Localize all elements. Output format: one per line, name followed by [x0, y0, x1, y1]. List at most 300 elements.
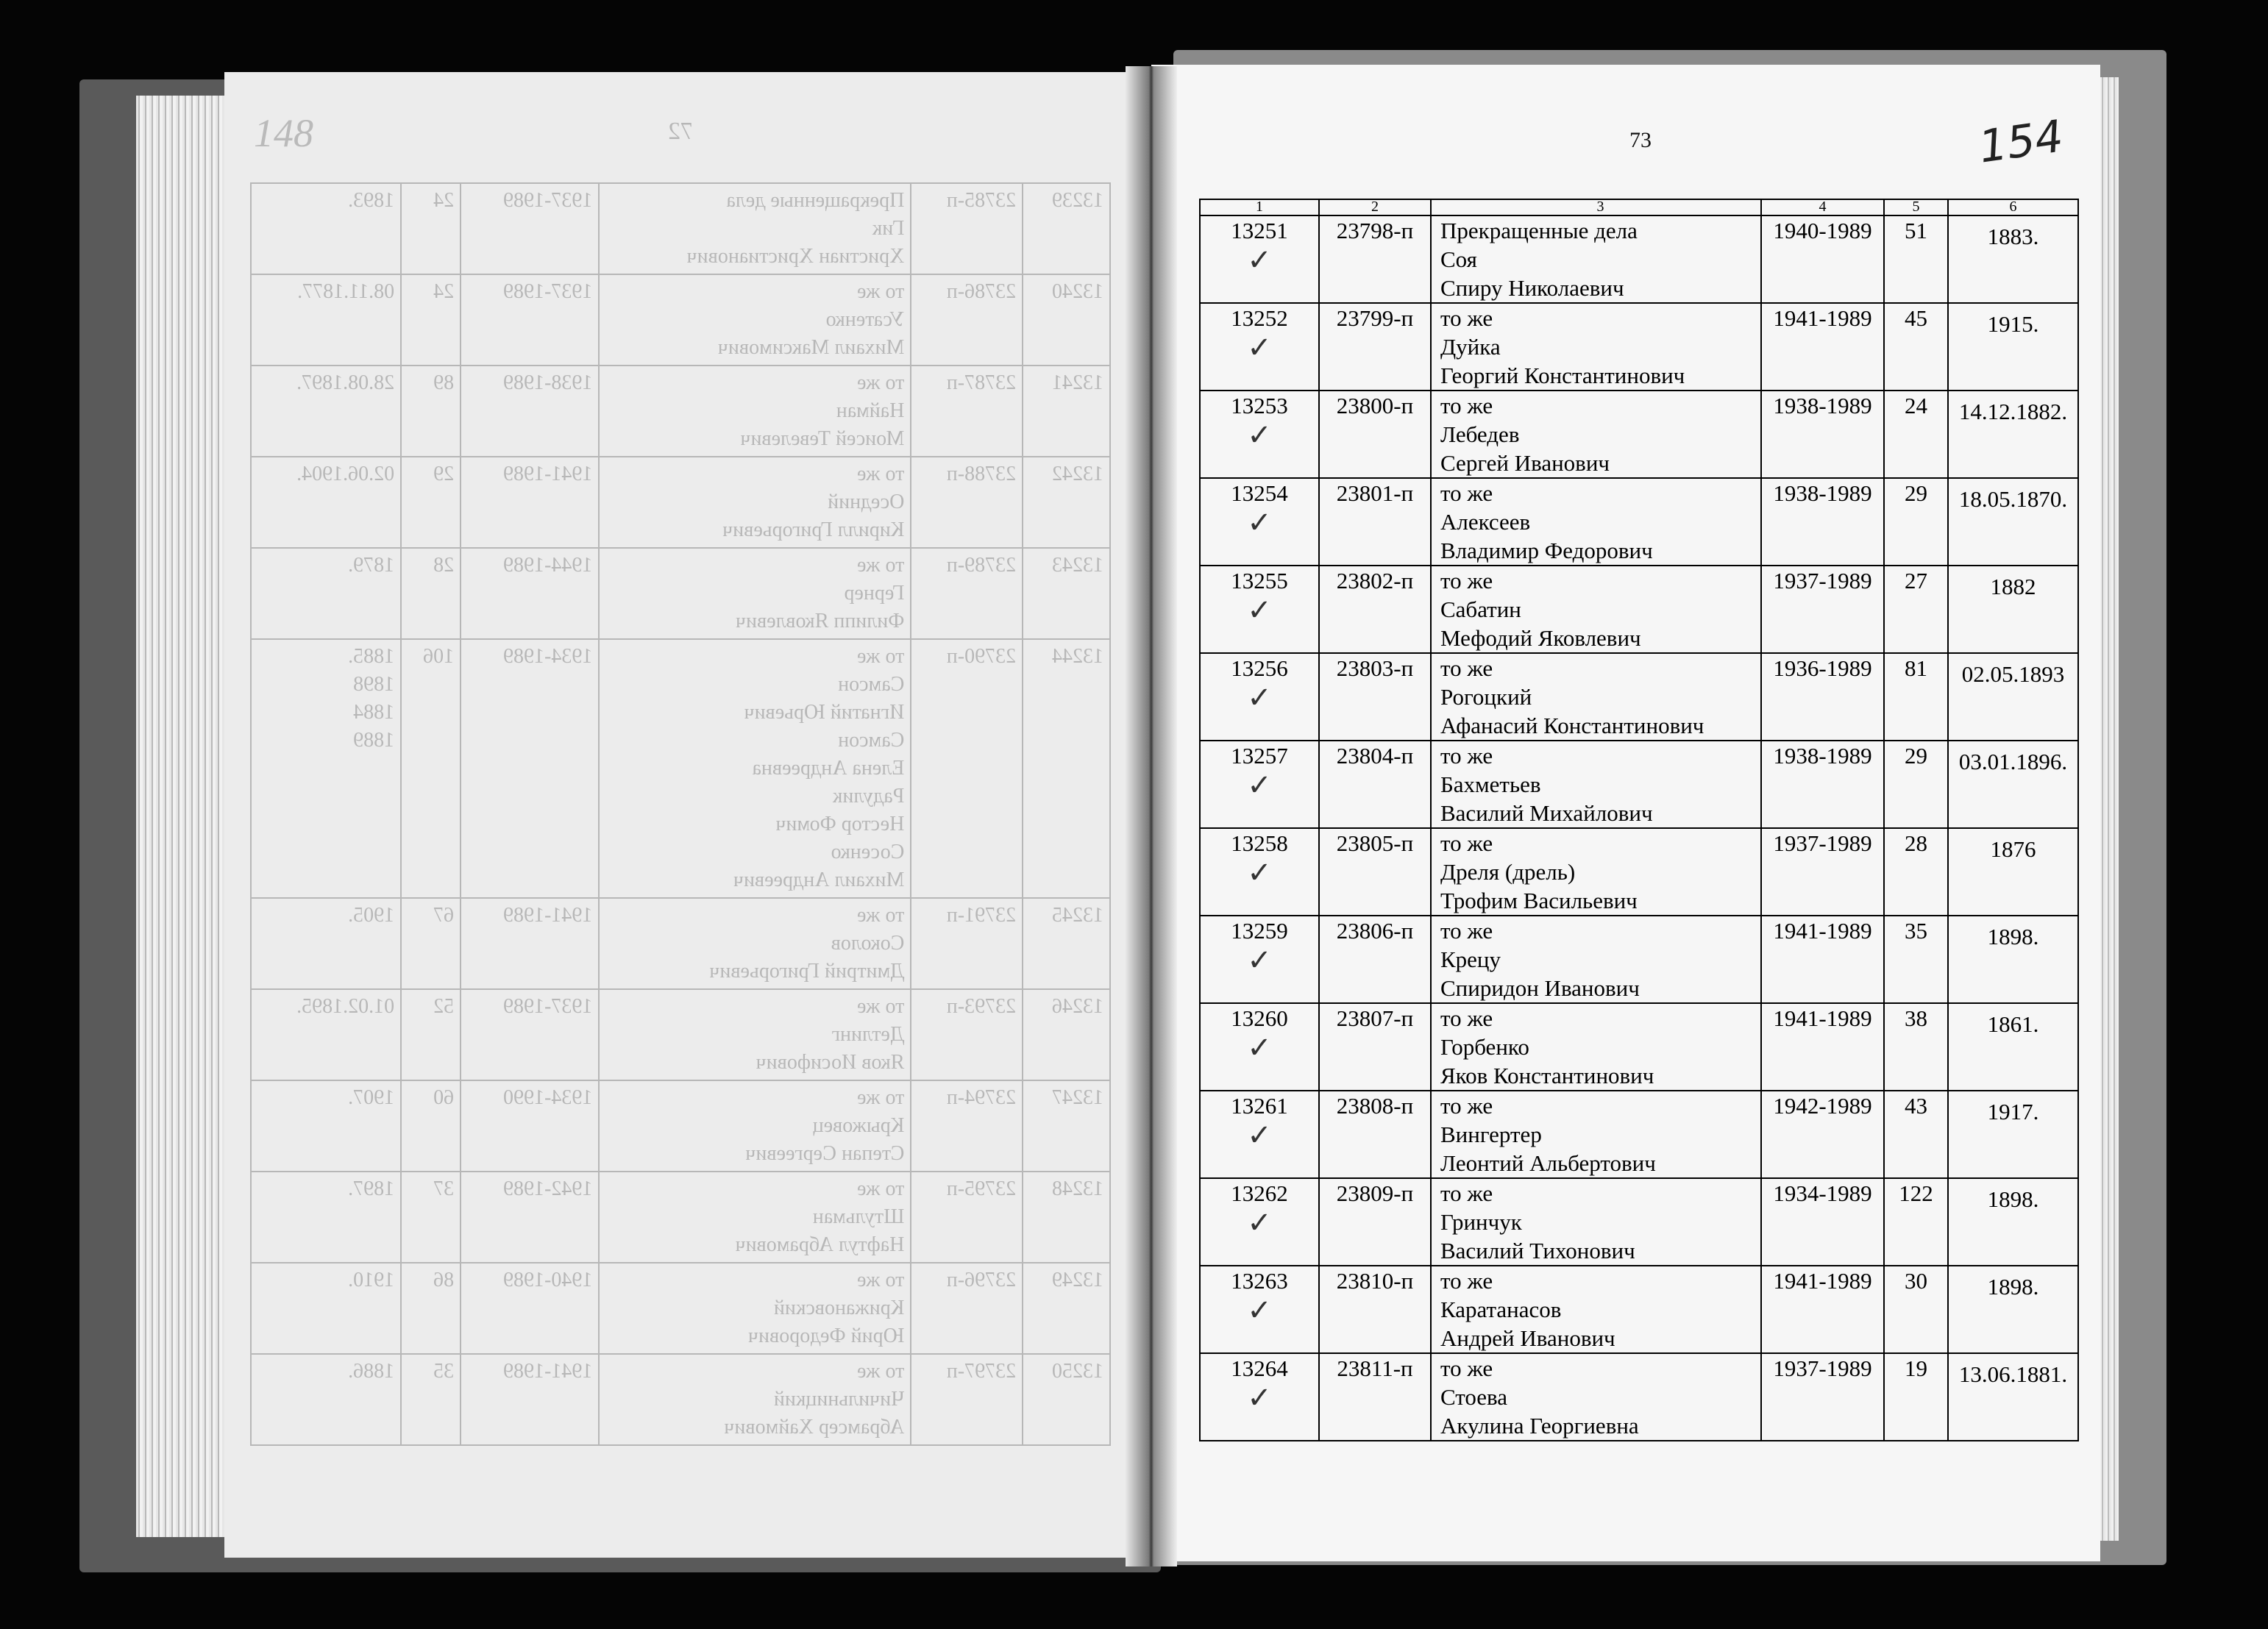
record-number: 13241 — [1023, 366, 1110, 457]
description-line: то же — [857, 995, 905, 1018]
case-description — [599, 548, 911, 639]
birth-date-value: 1905. — [348, 904, 395, 927]
description-line: Леонтий Альбертович — [1440, 1150, 1656, 1176]
years-cell: 1936-1989 — [1761, 653, 1884, 741]
sheets-cell: 27 — [1884, 566, 1948, 653]
birth-date — [251, 1080, 401, 1172]
description-line: Михаил Максимович — [717, 336, 905, 359]
check-mark-icon: ✓ — [1247, 506, 1272, 540]
birth-date-cell — [1948, 391, 2078, 478]
birth-date: 1876 — [1990, 836, 2036, 862]
record-number-cell — [1200, 916, 1319, 1003]
birth-date-cell — [1948, 1003, 2078, 1091]
mirrored-table-row — [251, 898, 1110, 989]
description-line: Игнатий Юрьевич — [744, 701, 905, 724]
archive-code: 23790-п — [911, 639, 1023, 898]
case-description-cell — [1431, 566, 1761, 653]
description-line: Крижановский — [773, 1297, 905, 1319]
birth-date-value: 1893. — [348, 189, 395, 212]
archive-code-cell: 23798-п — [1319, 215, 1431, 303]
sheets: 60 — [401, 1080, 461, 1172]
birth-date — [251, 274, 401, 366]
case-description-cell — [1431, 741, 1761, 828]
description-line: то же — [1440, 918, 1493, 944]
record-number-cell — [1200, 1266, 1319, 1353]
sheets-cell: 43 — [1884, 1091, 1948, 1178]
table-row — [1200, 1353, 2078, 1441]
description-line: то же — [857, 1360, 905, 1383]
archive-code: 23789-п — [911, 548, 1023, 639]
case-description-cell — [1431, 478, 1761, 566]
record-number: 13254 — [1231, 480, 1288, 506]
sheets-cell: 35 — [1884, 916, 1948, 1003]
record-number-cell — [1200, 741, 1319, 828]
mirrored-table-row — [251, 639, 1110, 898]
description-line: Вингертер — [1440, 1122, 1542, 1147]
description-line: Филипп Яковлевич — [735, 610, 905, 632]
description-line: то же — [857, 1177, 905, 1200]
description-line: Горбенко — [1440, 1034, 1529, 1060]
description-line: Дуйка — [1440, 334, 1501, 360]
record-number: 13253 — [1231, 393, 1288, 418]
years-cell: 1941-1989 — [1761, 303, 1884, 391]
case-description-cell — [1431, 1091, 1761, 1178]
years-cell: 1938-1989 — [1761, 391, 1884, 478]
birth-date: 18.05.1870. — [1958, 486, 2068, 512]
mirrored-table-row — [251, 366, 1110, 457]
record-number: 13249 — [1023, 1263, 1110, 1354]
birth-date — [251, 366, 401, 457]
description-line: Оседний — [828, 491, 905, 513]
column-number-row — [1200, 199, 2078, 215]
years: 1937-1989 — [461, 989, 599, 1080]
description-line: Гринчук — [1440, 1209, 1522, 1235]
case-description-cell — [1431, 916, 1761, 1003]
description-line: Елена Андреевна — [752, 757, 905, 780]
mirrored-table-row — [251, 1263, 1110, 1354]
case-description — [599, 457, 911, 548]
birth-date-cell — [1948, 1091, 2078, 1178]
column-header-2: 2 — [1319, 199, 1431, 215]
description-line: Самсон — [838, 729, 905, 752]
case-description-cell — [1431, 1266, 1761, 1353]
birth-date-value: 1897. — [348, 1177, 395, 1200]
description-line: Степан Сергеевич — [745, 1142, 905, 1165]
years-cell: 1941-1989 — [1761, 916, 1884, 1003]
check-mark-icon: ✓ — [1247, 418, 1272, 452]
case-description-cell — [1431, 391, 1761, 478]
years-cell: 1941-1989 — [1761, 1003, 1884, 1091]
description-line: Найман — [836, 399, 905, 422]
archive-code: 23788-п — [911, 457, 1023, 548]
archive-code-cell: 23808-п — [1319, 1091, 1431, 1178]
years-cell: 1937-1989 — [1761, 566, 1884, 653]
record-number: 13258 — [1231, 830, 1288, 856]
birth-date-value: 08.11.1877. — [297, 280, 395, 303]
sheets-cell: 28 — [1884, 828, 1948, 916]
case-description — [599, 1080, 911, 1172]
birth-date-value: 01.02.1895. — [296, 995, 395, 1018]
mirrored-table-row — [251, 274, 1110, 366]
description-line: то же — [857, 554, 905, 577]
record-number-cell — [1200, 566, 1319, 653]
years: 1941-1989 — [461, 1354, 599, 1445]
sheets-cell: 81 — [1884, 653, 1948, 741]
description-line: то же — [857, 1086, 905, 1109]
years-cell: 1942-1989 — [1761, 1091, 1884, 1178]
description-line: Сосенко — [831, 841, 905, 863]
check-mark-icon: ✓ — [1247, 769, 1272, 802]
record-number: 13244 — [1023, 639, 1110, 898]
years: 1940-1989 — [461, 1263, 599, 1354]
description-line: Сабатин — [1440, 596, 1521, 622]
birth-date-value: 02.06.1904. — [296, 463, 395, 485]
mirrored-table-row — [251, 1080, 1110, 1172]
birth-date: 1898. — [1987, 1186, 2039, 1212]
birth-date-value: 1907. — [348, 1086, 395, 1109]
left-page-number: 72 — [668, 118, 693, 145]
years-cell: 1937-1989 — [1761, 1353, 1884, 1441]
archive-code-cell: 23799-п — [1319, 303, 1431, 391]
record-number-cell — [1200, 215, 1319, 303]
description-line: то же — [1440, 830, 1493, 856]
check-mark-icon: ✓ — [1247, 944, 1272, 977]
record-number: 13251 — [1231, 218, 1288, 243]
sheets: 29 — [401, 457, 461, 548]
record-number: 13257 — [1231, 743, 1288, 769]
description-line: Моисей Тевелевич — [740, 427, 905, 450]
case-description-cell — [1431, 303, 1761, 391]
case-description — [599, 1263, 911, 1354]
check-mark-icon: ✓ — [1247, 1294, 1272, 1327]
case-description — [599, 1172, 911, 1263]
book-gutter — [1126, 66, 1177, 1566]
description-line: Чичильницкий — [773, 1388, 905, 1411]
sheets-cell: 45 — [1884, 303, 1948, 391]
check-mark-icon: ✓ — [1247, 1206, 1272, 1240]
table-row — [1200, 215, 2078, 303]
column-header-3: 3 — [1431, 199, 1761, 215]
case-description — [599, 989, 911, 1080]
years: 1937-1989 — [461, 274, 599, 366]
table-row — [1200, 916, 2078, 1003]
column-header-5: 5 — [1884, 199, 1948, 215]
sheets: 67 — [401, 898, 461, 989]
birth-date — [251, 989, 401, 1080]
sheets: 106 — [401, 639, 461, 898]
sheets-cell: 19 — [1884, 1353, 1948, 1441]
years-cell: 1940-1989 — [1761, 215, 1884, 303]
extra-birth-date: 1884 — [353, 701, 395, 724]
archive-code-cell: 23811-п — [1319, 1353, 1431, 1441]
description-line: Нафтул Абрамович — [735, 1233, 905, 1256]
birth-date-cell — [1948, 828, 2078, 916]
archive-code-cell: 23802-п — [1319, 566, 1431, 653]
sheets: 86 — [401, 1263, 461, 1354]
archive-code: 23795-п — [911, 1172, 1023, 1263]
description-line: то же — [1440, 568, 1493, 594]
column-header-1: 1 — [1200, 199, 1319, 215]
mirrored-table-row — [251, 989, 1110, 1080]
case-description — [599, 274, 911, 366]
birth-date: 1915. — [1987, 311, 2039, 337]
birth-date-value: 1879. — [348, 554, 395, 577]
description-line: Юрий Федорович — [747, 1325, 905, 1347]
birth-date — [251, 639, 401, 898]
sheets: 37 — [401, 1172, 461, 1263]
table-row — [1200, 653, 2078, 741]
case-description — [599, 898, 911, 989]
birth-date-cell — [1948, 566, 2078, 653]
check-mark-icon: ✓ — [1247, 856, 1272, 890]
sheets-cell: 24 — [1884, 391, 1948, 478]
description-line: Каратанасов — [1440, 1297, 1562, 1322]
birth-date-value: 1885. — [348, 645, 395, 668]
sheets-cell: 30 — [1884, 1266, 1948, 1353]
archive-code-cell: 23806-п — [1319, 916, 1431, 1003]
case-description-cell — [1431, 828, 1761, 916]
description-line: Афанасий Константинович — [1440, 713, 1704, 738]
table-row — [1200, 741, 2078, 828]
record-number: 13261 — [1231, 1093, 1288, 1119]
description-line: Кирилл Григорьевич — [722, 518, 905, 541]
mirrored-table-row — [251, 1172, 1110, 1263]
column-header-4: 4 — [1761, 199, 1884, 215]
mirrored-table-row — [251, 183, 1110, 274]
description-line: Михаил Андреевич — [733, 869, 905, 891]
description-line: Василий Михайлович — [1440, 800, 1653, 826]
case-description — [599, 183, 911, 274]
check-mark-icon: ✓ — [1247, 1031, 1272, 1065]
birth-date-cell — [1948, 741, 2078, 828]
archive-code: 23787-п — [911, 366, 1023, 457]
sheets: 24 — [401, 274, 461, 366]
description-line: Алексеев — [1440, 509, 1531, 535]
description-line: то же — [1440, 1093, 1493, 1119]
table-row — [1200, 1178, 2078, 1266]
birth-date-cell — [1948, 653, 2078, 741]
description-line: Крыжовец — [812, 1114, 905, 1137]
archive-code-cell: 23810-п — [1319, 1266, 1431, 1353]
description-line: Соколов — [831, 932, 905, 955]
birth-date-cell — [1948, 215, 2078, 303]
record-number: 13256 — [1231, 655, 1288, 681]
birth-date: 1898. — [1987, 924, 2039, 949]
mirrored-table-row — [251, 1354, 1110, 1445]
description-line: Прекращенные дела — [726, 189, 905, 212]
check-mark-icon: ✓ — [1247, 1381, 1272, 1415]
years-cell: 1934-1989 — [1761, 1178, 1884, 1266]
right-page-number: 73 — [1629, 128, 1652, 152]
birth-date: 1861. — [1987, 1011, 2039, 1037]
description-line: то же — [1440, 1005, 1493, 1031]
sheets: 28 — [401, 548, 461, 639]
table-row — [1200, 1003, 2078, 1091]
years-cell: 1938-1989 — [1761, 478, 1884, 566]
case-description — [599, 1354, 911, 1445]
record-number: 13246 — [1023, 989, 1110, 1080]
birth-date: 1883. — [1987, 224, 2039, 249]
extra-birth-date: 1898 — [353, 673, 395, 696]
table-row — [1200, 303, 2078, 391]
description-line: то же — [1440, 305, 1493, 331]
description-line: Прекращенные дела — [1440, 218, 1638, 243]
description-line: Акулина Георгиевна — [1440, 1413, 1639, 1439]
description-line: Дреля (дрель) — [1440, 859, 1576, 885]
case-description — [599, 639, 911, 898]
record-number-cell — [1200, 391, 1319, 478]
description-line: то же — [1440, 393, 1493, 418]
record-number: 13240 — [1023, 274, 1110, 366]
birth-date-cell — [1948, 916, 2078, 1003]
archive-page-number: 154 — [1975, 110, 2066, 174]
birth-date-value: 1910. — [348, 1269, 395, 1291]
record-number: 13247 — [1023, 1080, 1110, 1172]
record-number: 13252 — [1231, 305, 1288, 331]
archive-code: 23785-п — [911, 183, 1023, 274]
record-number: 13242 — [1023, 457, 1110, 548]
description-line: то же — [1440, 1355, 1493, 1381]
mirrored-table-row — [251, 457, 1110, 548]
record-number: 13248 — [1023, 1172, 1110, 1263]
sheets-cell: 38 — [1884, 1003, 1948, 1091]
description-line: то же — [1440, 1268, 1493, 1294]
description-line: Андрей Иванович — [1440, 1325, 1615, 1351]
birth-date — [251, 457, 401, 548]
record-number: 13263 — [1231, 1268, 1288, 1294]
years-cell: 1941-1989 — [1761, 1266, 1884, 1353]
archive-code-cell: 23805-п — [1319, 828, 1431, 916]
mirrored-table-row — [251, 548, 1110, 639]
description-line: Гик — [872, 217, 905, 240]
birth-date: 14.12.1882. — [1958, 399, 2068, 424]
description-line: то же — [857, 904, 905, 927]
case-description-cell — [1431, 215, 1761, 303]
birth-date — [251, 1172, 401, 1263]
description-line: Радулик — [832, 785, 905, 808]
archive-code-cell: 23800-п — [1319, 391, 1431, 478]
description-line: Нестор Фомич — [775, 813, 905, 835]
description-line: то же — [1440, 655, 1493, 681]
record-number: 13260 — [1231, 1005, 1288, 1031]
years: 1944-1989 — [461, 548, 599, 639]
description-line: Усатенко — [825, 308, 905, 331]
birth-date: 13.06.1881. — [1958, 1361, 2068, 1387]
archive-code-cell: 23803-п — [1319, 653, 1431, 741]
birth-date — [251, 1354, 401, 1445]
archive-code-cell: 23804-п — [1319, 741, 1431, 828]
archive-code: 23791-п — [911, 898, 1023, 989]
table-row — [1200, 391, 2078, 478]
record-number-cell — [1200, 478, 1319, 566]
description-line: Василий Тихонович — [1440, 1238, 1635, 1263]
birth-date-cell — [1948, 1266, 2078, 1353]
description-line: Трофим Васильевич — [1440, 888, 1638, 913]
birth-date-cell — [1948, 478, 2078, 566]
table-row — [1200, 478, 2078, 566]
description-line: Детлинг — [831, 1023, 905, 1046]
sheets-cell: 51 — [1884, 215, 1948, 303]
description-line: Абрамсер Хаймович — [724, 1416, 905, 1439]
case-description-cell — [1431, 1178, 1761, 1266]
description-line: Яков Иосифович — [756, 1051, 905, 1074]
description-line: Лебедев — [1440, 421, 1520, 447]
record-number: 13239 — [1023, 183, 1110, 274]
table-row — [1200, 1091, 2078, 1178]
left-page-bleed-through — [250, 118, 1111, 1441]
record-number-cell — [1200, 653, 1319, 741]
sheets: 52 — [401, 989, 461, 1080]
birth-date: 1898. — [1987, 1274, 2039, 1300]
archive-code: 23796-п — [911, 1263, 1023, 1354]
description-line: Спиридон Иванович — [1440, 975, 1640, 1001]
check-mark-icon: ✓ — [1247, 681, 1272, 715]
check-mark-icon: ✓ — [1247, 594, 1272, 627]
case-description-cell — [1431, 653, 1761, 741]
table-row — [1200, 828, 2078, 916]
case-description — [599, 366, 911, 457]
description-line: то же — [857, 645, 905, 668]
archive-code: 23793-п — [911, 989, 1023, 1080]
description-line: Георгий Константинович — [1440, 363, 1685, 388]
birth-date — [251, 898, 401, 989]
birth-date-value: 1886. — [348, 1360, 395, 1383]
record-number: 13255 — [1231, 568, 1288, 594]
description-line: Рогоцкий — [1440, 684, 1532, 710]
description-line: Мефодий Яковлевич — [1440, 625, 1641, 651]
description-line: Соя — [1440, 246, 1477, 272]
archive-code: 23794-п — [911, 1080, 1023, 1172]
archive-code-cell: 23807-п — [1319, 1003, 1431, 1091]
record-number-cell — [1200, 1091, 1319, 1178]
record-number-cell — [1200, 303, 1319, 391]
description-line: то же — [1440, 743, 1493, 769]
years: 1941-1989 — [461, 898, 599, 989]
record-number-cell — [1200, 828, 1319, 916]
birth-date-cell — [1948, 1353, 2078, 1441]
sheets: 89 — [401, 366, 461, 457]
description-line: Стоева — [1440, 1384, 1508, 1410]
birth-date: 03.01.1896. — [1958, 749, 2068, 774]
description-line: то же — [857, 280, 905, 303]
years: 1934-1989 — [461, 639, 599, 898]
check-mark-icon: ✓ — [1247, 243, 1272, 277]
birth-date — [251, 548, 401, 639]
record-number-cell — [1200, 1353, 1319, 1441]
case-description-cell — [1431, 1353, 1761, 1441]
check-mark-icon: ✓ — [1247, 331, 1272, 365]
table-row — [1200, 566, 2078, 653]
description-line: Яков Константинович — [1440, 1063, 1654, 1088]
case-description-cell — [1431, 1003, 1761, 1091]
check-mark-icon: ✓ — [1247, 1119, 1272, 1152]
years-cell: 1937-1989 — [1761, 828, 1884, 916]
page-edges-left — [136, 96, 232, 1537]
archive-code: 23786-п — [911, 274, 1023, 366]
description-line: Гернер — [844, 582, 905, 605]
description-line: Владимир Федорович — [1440, 538, 1653, 563]
description-line: то же — [857, 1269, 905, 1291]
sheets-cell: 29 — [1884, 741, 1948, 828]
sheets-cell: 122 — [1884, 1178, 1948, 1266]
birth-date: 1882 — [1990, 574, 2036, 599]
record-number: 13259 — [1231, 918, 1288, 944]
archive-code-cell: 23801-п — [1319, 478, 1431, 566]
record-number: 13243 — [1023, 548, 1110, 639]
record-number: 13264 — [1231, 1355, 1288, 1381]
birth-date — [251, 183, 401, 274]
sheets: 24 — [401, 183, 461, 274]
